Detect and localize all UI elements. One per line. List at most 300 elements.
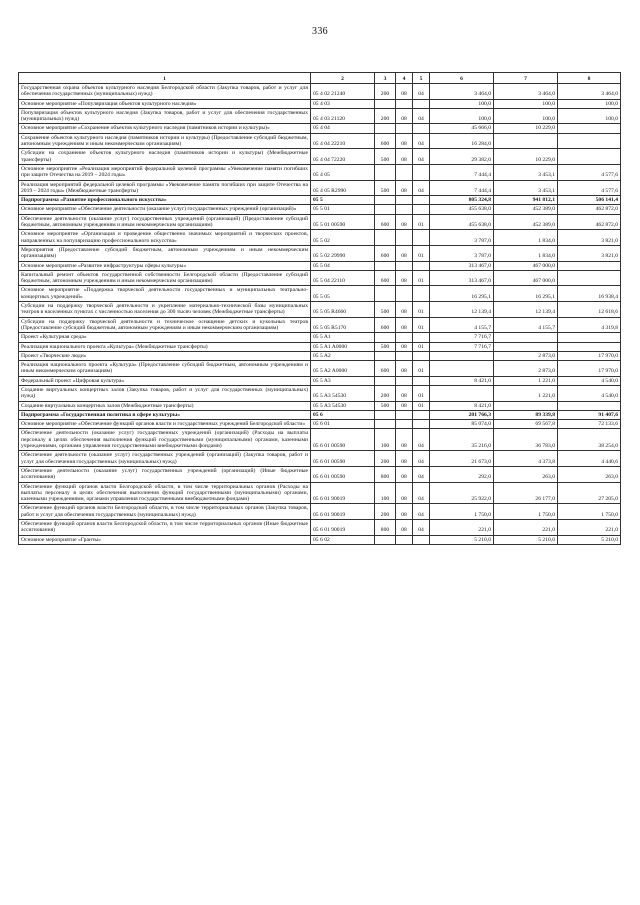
row-subsection [413,164,430,180]
row-expense-type [375,196,396,205]
row-amount-col8 [558,342,621,351]
row-amount-col7: 2 873,0 [494,351,558,360]
row-amount-col7 [494,401,558,410]
row-name: Мероприятия (Предоставление субсидий бюджетным, автономным учреждениям и иным некоммерческим организациям) [19,245,311,261]
row-amount-col7: 3 453,1 [494,164,558,180]
row-section: 08 [396,401,413,410]
row-section: 08 [396,342,413,351]
row-amount-col6: 25 922,0 [430,482,494,504]
row-section: 08 [396,108,413,124]
row-subsection: 04 [413,451,430,467]
row-expense-type [375,535,396,544]
row-section: 08 [396,361,413,377]
row-section [396,164,413,180]
row-name: Государственная охрана объектов культурного наследия Белгородской области (Закупка товаров, работ и услуг для обеспечения государственных (муниципальных) нужд) [19,84,311,100]
row-expense-type: 500 [375,302,396,318]
row-subsection [413,286,430,302]
table-row [19,302,621,318]
row-section [396,205,413,214]
header-col-7: 7 [494,73,558,84]
row-amount-col8: 4 577,6 [558,180,621,196]
row-amount-col8: 100,0 [558,99,621,108]
row-section: 08 [396,317,413,333]
row-subsection [413,376,430,385]
row-amount-col7: 36 783,0 [494,429,558,451]
table-header-row [19,73,621,84]
row-code: 05 5 A3 54530 [311,385,375,401]
row-subsection [413,333,430,342]
row-code: 05 5 01 00590 [311,214,375,230]
row-section: 08 [396,385,413,401]
row-name: Обеспечение деятельности (оказание услуг) государственных учреждений (организаций) (Предоставление субсидий бюджетным, автономным учреждениям и иным некоммерческим организациям) [19,214,311,230]
row-amount-col7: 100,0 [494,108,558,124]
row-amount-col6: 100,0 [430,108,494,124]
row-code: 05 5 A3 54530 [311,401,375,410]
row-expense-type [375,230,396,246]
row-code: 05 5 04 22110 [311,270,375,286]
row-name: Субсидии на сохранение объектов культурного наследия (памятников истории и культуры) (Межбюджетные трансферты) [19,149,311,165]
row-amount-col8: 221,0 [558,520,621,536]
row-amount-col7: 26 177,0 [494,482,558,504]
row-expense-type: 600 [375,133,396,149]
row-amount-col7: 3 464,0 [494,84,558,100]
table-row [19,317,621,333]
row-name: Основное мероприятие «Развитие инфраструктуры сферы культуры» [19,261,311,270]
row-code: 05 5 02 29990 [311,245,375,261]
row-expense-type [375,286,396,302]
row-amount-col8: 100,0 [558,108,621,124]
table-row [19,342,621,351]
row-amount-col7 [494,133,558,149]
row-amount-col7: 100,0 [494,99,558,108]
row-name: Федеральный проект «Цифровая культура» [19,376,311,385]
table-row [19,451,621,467]
row-amount-col7: 221,0 [494,520,558,536]
row-subsection [413,205,430,214]
row-section [396,376,413,385]
row-amount-col7: 1 221,0 [494,385,558,401]
row-subsection [413,410,430,419]
row-amount-col8: 4 319,8 [558,317,621,333]
row-expense-type [375,376,396,385]
row-amount-col6: 4 155,7 [430,317,494,333]
header-col-4: 4 [396,73,413,84]
row-amount-col6: 3 464,0 [430,84,494,100]
row-expense-type: 200 [375,451,396,467]
row-expense-type [375,351,396,360]
row-amount-col7: 10 229,0 [494,124,558,133]
row-section [396,99,413,108]
row-section [396,124,413,133]
row-name: Реализация мероприятий федеральной целевой программы «Увековечение памяти погибших при защите Отечества на 2019 – 2024 годы» (Межбюджетные трансферты) [19,180,311,196]
row-code: 05 4 02 21240 [311,84,375,100]
row-amount-col6 [430,385,494,401]
row-amount-col6: 16 284,0 [430,133,494,149]
row-amount-col7: 89 339,8 [494,410,558,419]
row-name: Основное мероприятие «Популяризация объектов культурного наследия» [19,99,311,108]
row-expense-type: 500 [375,180,396,196]
row-code: 05 6 [311,410,375,419]
row-amount-col8: 4 440,6 [558,451,621,467]
row-code: 05 5 A1 A0000 [311,342,375,351]
table-row [19,180,621,196]
row-code: 05 6 02 [311,535,375,544]
table-row [19,420,621,429]
row-name: Основное мероприятие «Поддержка творческой деятельности государственных и муниципальных театрально-концертных учреждений» [19,286,311,302]
row-amount-col6: 16 295,1 [430,286,494,302]
table-row [19,376,621,385]
row-name: Создание виртуальных концертных залов (Закупка товаров, работ и услуг для государственных (муниципальных) нужд) [19,385,311,401]
row-amount-col6: 8 421,0 [430,401,494,410]
row-code: 05 5 04 [311,261,375,270]
row-subsection: 04 [413,84,430,100]
row-code: 05 6 01 [311,420,375,429]
row-amount-col7: 1 834,0 [494,245,558,261]
row-code: 05 5 01 [311,205,375,214]
row-amount-col6: 221,0 [430,520,494,536]
row-code: 05 4 05 [311,164,375,180]
row-code: 05 5 A2 A0000 [311,361,375,377]
row-section [396,196,413,205]
header-col-8: 8 [558,73,621,84]
row-section [396,420,413,429]
header-col-2: 2 [311,73,375,84]
row-subsection [413,230,430,246]
row-code: 05 4 04 22210 [311,133,375,149]
row-subsection: 04 [413,429,430,451]
row-subsection: 01 [413,214,430,230]
row-expense-type: 600 [375,245,396,261]
row-amount-col7: 1 221,0 [494,376,558,385]
row-section: 08 [396,180,413,196]
row-subsection [413,196,430,205]
row-section [396,333,413,342]
row-section: 08 [396,214,413,230]
table-row [19,482,621,504]
row-subsection [413,351,430,360]
row-expense-type [375,333,396,342]
row-expense-type: 200 [375,108,396,124]
row-amount-col7: 12 139,4 [494,302,558,318]
row-amount-col6: 313 467,0 [430,261,494,270]
row-expense-type: 500 [375,342,396,351]
row-code: 05 6 01 00590 [311,466,375,482]
row-amount-col8: 462 872,0 [558,205,621,214]
table-row [19,99,621,108]
row-code: 05 6 01 00590 [311,429,375,451]
row-name: Подпрограмма «Государственная политика в сфере культуры» [19,410,311,419]
row-subsection [413,99,430,108]
row-amount-col7: 3 453,1 [494,180,558,196]
row-section: 08 [396,133,413,149]
table-row [19,410,621,419]
row-code: 05 4 03 [311,99,375,108]
row-section: 08 [396,520,413,536]
row-amount-col7: 10 229,0 [494,149,558,165]
row-subsection: 01 [413,342,430,351]
table-row [19,466,621,482]
row-code: 05 5 [311,196,375,205]
row-amount-col7: 5 210,0 [494,535,558,544]
row-name: Основное мероприятие «Организация и проведение общественно значимых мероприятий и творческих проектов, направленных на популяризацию профессионального искусства» [19,230,311,246]
row-amount-col8 [558,149,621,165]
row-code: 05 4 04 [311,124,375,133]
row-subsection: 04 [413,520,430,536]
row-subsection: 04 [413,180,430,196]
table-row [19,149,621,165]
row-subsection: 04 [413,466,430,482]
row-expense-type: 600 [375,270,396,286]
table-row [19,535,621,544]
row-amount-col8: 4 540,0 [558,385,621,401]
row-amount-col8: 17 970,0 [558,361,621,377]
row-name: Субсидии на поддержку творческой деятельности и техническое оснащение детских и кукольных театров (Предоставление субсидий бюджетным, автономным учреждениям и иным некоммерческим организациям) [19,317,311,333]
row-amount-col8: 72 133,6 [558,420,621,429]
row-amount-col7: 452 389,0 [494,205,558,214]
row-amount-col6: 21 673,0 [430,451,494,467]
row-amount-col8 [558,133,621,149]
row-amount-col8: 3 821,0 [558,230,621,246]
header-col-5: 5 [413,73,430,84]
row-amount-col8: 4 540,0 [558,376,621,385]
row-code: 05 6 01 90019 [311,504,375,520]
row-name: Основное мероприятие «Сохранение объектов культурного наследия (памятников истории и культуры)» [19,124,311,133]
row-subsection: 01 [413,302,430,318]
row-amount-col8: 5 210,0 [558,535,621,544]
row-amount-col7: 4 373,8 [494,451,558,467]
row-amount-col8: 3 464,0 [558,84,621,100]
row-expense-type [375,261,396,270]
row-amount-col6: 805 324,8 [430,196,494,205]
row-name: Обеспечение функций органов власти Белгородской области, в том числе территориальных органов (Расходы на выплаты персоналу в целях обеспечения выполнения функций государственными (муниципальными) органами, казенными учреждениями, органами управления государственными внебюджетными фондами) [19,482,311,504]
budget-table [18,72,621,545]
row-expense-type: 200 [375,385,396,401]
table-row [19,333,621,342]
row-subsection: 01 [413,361,430,377]
row-name: Проект «Творческие люди» [19,351,311,360]
row-code: 05 4 04 72220 [311,149,375,165]
row-amount-col8: 91 407,6 [558,410,621,419]
row-name: Обеспечение деятельности (оказание услуг) государственных учреждений (организаций) (Расходы на выплаты персоналу в целях обеспечения выполнения функций государственными (муниципальными) органами, казенными учреждениями, органами управления государственными внебюджетными фондами) [19,429,311,451]
row-amount-col8: 263,0 [558,466,621,482]
row-amount-col6: 455 638,0 [430,214,494,230]
row-amount-col6: 313 467,0 [430,270,494,286]
row-name: Реализация национального проекта «Культура» (Предоставление субсидий бюджетным, автономным учреждениям и иным некоммерческим организациям) [19,361,311,377]
row-subsection [413,261,430,270]
row-section [396,286,413,302]
row-subsection: 04 [413,149,430,165]
row-subsection: 01 [413,245,430,261]
row-code: 05 5 A3 [311,376,375,385]
row-expense-type: 600 [375,361,396,377]
header-col-6: 6 [430,73,494,84]
table-row [19,261,621,270]
table-row [19,429,621,451]
row-code: 05 4 03 21120 [311,108,375,124]
row-expense-type: 500 [375,401,396,410]
row-code: 05 6 01 90019 [311,520,375,536]
row-amount-col6: 7 444,4 [430,164,494,180]
table-row [19,245,621,261]
row-section: 08 [396,504,413,520]
row-name: Субсидии на поддержку творческой деятельности и укрепление материально-технической базы муниципальных театров в населенных пунктах с численностью населения до 300 тысяч человек (Межбюджетные трансферты) [19,302,311,318]
row-amount-col8: 1 750,0 [558,504,621,520]
row-expense-type [375,205,396,214]
row-section [396,351,413,360]
row-amount-col6 [430,361,494,377]
row-subsection [413,124,430,133]
row-amount-col6: 7 716,7 [430,342,494,351]
row-name: Капитальный ремонт объектов государственной собственности Белгородской области (Предоставление субсидий бюджетным, автономным учреждениям и иным некоммерческим организациям) [19,270,311,286]
row-amount-col6: 85 074,0 [430,420,494,429]
row-expense-type: 100 [375,482,396,504]
row-amount-col7: 4 155,7 [494,317,558,333]
row-code: 05 4 05 R2990 [311,180,375,196]
row-section: 08 [396,429,413,451]
row-section [396,410,413,419]
row-expense-type: 100 [375,429,396,451]
row-section [396,230,413,246]
row-amount-col8 [558,124,621,133]
row-amount-col6: 7 444,4 [430,180,494,196]
row-amount-col6: 455 638,0 [430,205,494,214]
row-amount-col8: 16 938,4 [558,286,621,302]
row-subsection: 04 [413,504,430,520]
row-amount-col7: 2 873,0 [494,361,558,377]
row-name: Обеспечение функций органов власти Белгородской области, в том числе территориальных органов (Иные бюджетные ассигнования) [19,520,311,536]
row-expense-type: 600 [375,214,396,230]
table-row [19,520,621,536]
table-row [19,164,621,180]
row-section: 08 [396,84,413,100]
row-amount-col6 [430,351,494,360]
header-col-3: 3 [375,73,396,84]
row-amount-col6: 7 716,7 [430,333,494,342]
table-row [19,230,621,246]
table-row [19,286,621,302]
row-amount-col6: 1 750,0 [430,504,494,520]
row-amount-col7: 941 812,1 [494,196,558,205]
row-subsection [413,420,430,429]
row-subsection: 04 [413,482,430,504]
row-name: Проект «Культурная среда» [19,333,311,342]
row-amount-col8: 3 821,0 [558,245,621,261]
row-amount-col7: 467 000,0 [494,270,558,286]
row-name: Основное мероприятие «Обеспечение функций органов власти и государственных учреждений Белгородской области» [19,420,311,429]
row-subsection: 04 [413,108,430,124]
row-section: 08 [396,451,413,467]
row-section: 08 [396,482,413,504]
table-row [19,504,621,520]
row-amount-col8: 17 970,0 [558,351,621,360]
table-row [19,361,621,377]
row-amount-col6: 201 766,3 [430,410,494,419]
table-row [19,196,621,205]
row-amount-col6: 8 421,0 [430,376,494,385]
row-amount-col8 [558,401,621,410]
row-expense-type: 500 [375,149,396,165]
row-amount-col8: 506 141,4 [558,196,621,205]
row-amount-col7 [494,342,558,351]
row-code: 05 5 05 R5170 [311,317,375,333]
row-amount-col7: 263,0 [494,466,558,482]
row-section: 08 [396,466,413,482]
row-section [396,535,413,544]
row-code: 05 5 A1 [311,333,375,342]
row-name: Основное мероприятие «Гранты» [19,535,311,544]
row-amount-col7: 16 295,1 [494,286,558,302]
table-row [19,133,621,149]
row-amount-col7: 1 834,0 [494,230,558,246]
row-amount-col8 [558,270,621,286]
row-code: 05 5 02 [311,230,375,246]
row-subsection: 01 [413,401,430,410]
row-subsection [413,535,430,544]
table-row [19,385,621,401]
row-amount-col7 [494,333,558,342]
row-name: Основное мероприятие «Обеспечение деятельности (оказание услуг) государственных учреждений (организаций)» [19,205,311,214]
row-amount-col6: 45 666,0 [430,124,494,133]
row-amount-col8 [558,261,621,270]
table-row [19,270,621,286]
row-name: Создание виртуальных концертных залов (Межбюджетные трансферты) [19,401,311,410]
row-section [396,261,413,270]
row-name: Основное мероприятие «Реализация мероприятий федеральной целевой программы «Увековечение памяти погибших при защите Отечества на 2019 – 2024 годы» [19,164,311,180]
table-body [19,84,621,545]
row-amount-col8: 4 577,6 [558,164,621,180]
row-amount-col8: 12 618,6 [558,302,621,318]
row-code: 05 5 05 R4660 [311,302,375,318]
row-code: 05 5 A2 [311,351,375,360]
row-section: 08 [396,270,413,286]
row-amount-col8: 38 254,0 [558,429,621,451]
row-code: 05 6 01 90019 [311,482,375,504]
row-amount-col6: 29 382,0 [430,149,494,165]
row-amount-col7: 452 389,0 [494,214,558,230]
row-name: Обеспечение деятельности (оказание услуг) государственных учреждений (организаций) (Иные бюджетные ассигнования) [19,466,311,482]
row-name: Обеспечение функций органов власти Белгородской области, в том числе территориальных органов (Закупка товаров, работ и услуг для обеспечения государственных (муниципальных) нужд) [19,504,311,520]
row-expense-type: 200 [375,84,396,100]
row-amount-col6: 12 139,4 [430,302,494,318]
row-section: 08 [396,149,413,165]
table-row [19,108,621,124]
row-expense-type: 600 [375,317,396,333]
row-amount-col6: 3 787,0 [430,230,494,246]
row-amount-col6: 5 210,0 [430,535,494,544]
row-code: 05 6 01 00590 [311,451,375,467]
row-expense-type [375,420,396,429]
row-expense-type [375,164,396,180]
row-amount-col6: 3 787,0 [430,245,494,261]
row-amount-col6: 35 216,0 [430,429,494,451]
row-code: 05 5 05 [311,286,375,302]
row-expense-type [375,99,396,108]
row-subsection: 04 [413,133,430,149]
row-amount-col7: 467 000,0 [494,261,558,270]
row-amount-col7: 1 750,0 [494,504,558,520]
row-name: Реализация национального проекта «Культура» (Межбюджетные трансферты) [19,342,311,351]
row-amount-col7: 69 567,8 [494,420,558,429]
row-expense-type [375,124,396,133]
row-expense-type: 200 [375,504,396,520]
table-row [19,351,621,360]
table-row [19,214,621,230]
row-name: Подпрограмма «Развитие профессионального искусства» [19,196,311,205]
row-amount-col8: 462 872,0 [558,214,621,230]
row-name: Обеспечение деятельности (оказание услуг) государственных учреждений (организаций) (Закупка товаров, работ и услуг для обеспечения государственных (муниципальных) нужд) [19,451,311,467]
row-subsection: 01 [413,385,430,401]
table-row [19,84,621,100]
